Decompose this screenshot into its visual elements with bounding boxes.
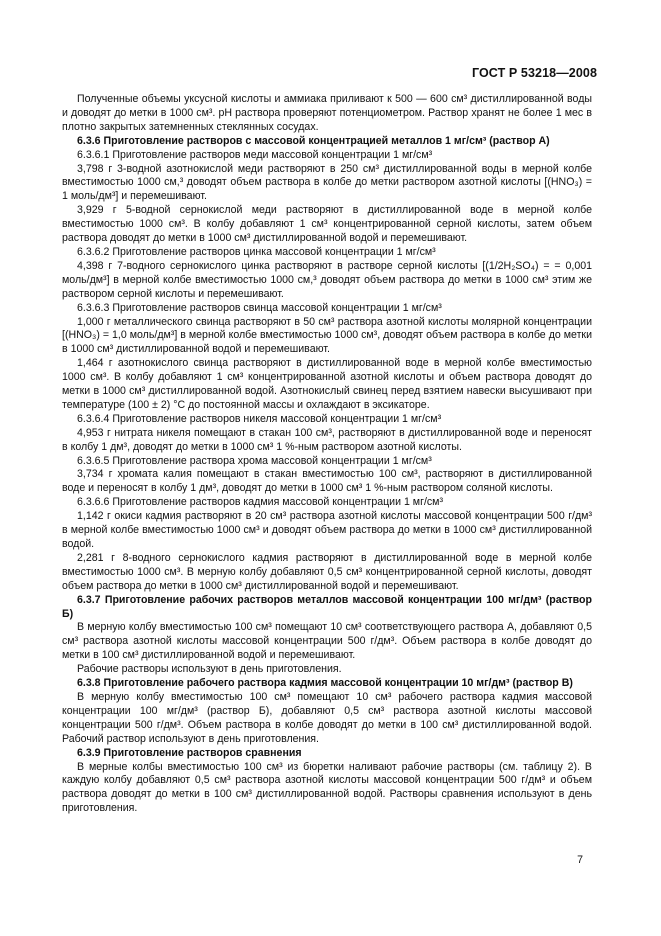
body-paragraph: 6.3.6.1 Приготовление растворов меди массовой концентрации 1 мг/см³ — [77, 148, 433, 161]
body-paragraph: В мерные колбы вместимостью 100 см³ из бюретки наливают рабочие растворы (см. таблицу 2). В каждую колбу добавляют 0,5 см³ раствора азотной кислоты массовой концентрации 500 г/дм³ и объем раствора доводят до метки в 100 см³ дистиллированной водой. Растворы сравнения используют в день приготовления. — [62, 760, 592, 815]
body-paragraph: 6.3.6.6 Приготовление растворов кадмия массовой концентрации 1 мг/см³ — [77, 496, 443, 509]
body-paragraph: 1,142 г окиси кадмия растворяют в 20 см³ раствора азотной кислоты массовой концентрации 500 г/дм³ в мерной колбе вместимостью 1000 см³ и доводят объем раствора до метки в 1000 см³ дистиллированной водой. — [62, 510, 592, 550]
body-paragraph: 3,798 г 3-водной азотнокислой меди растворяют в 250 см³ дистиллированной воды в мерной колбе вместимостью 1000 см,³ доводят объем раствора в колбе до метки раствором азотной кислоты [(HNO₃) = 1 моль/дм³] и перемешивают. — [62, 162, 592, 203]
body-paragraph: 3,734 г хромата калия помещают в стакан вместимостью 100 см³, растворяют в дистиллированной воде и переносят в колбу 1 дм³, доводят до метки в 1000 см³ 1 %-ным раствором соляной кислоты. — [62, 468, 592, 495]
body-paragraph: Полученные объемы уксусной кислоты и аммиака приливают к 500 — 600 см³ дистиллированной воды и доводят до метки в 1000 см³. pH раствора проверяют потенциометром. Раствор хранят не более 1 мес в плотно закрытых затемненных стеклянных сосудах. — [62, 93, 592, 133]
document-id-header: ГОСТ Р 53218—2008 — [471, 66, 597, 80]
section-heading: 6.3.9 Приготовление растворов сравнения — [77, 746, 302, 759]
page-number: 7 — [577, 854, 583, 866]
body-paragraph: 6.3.6.3 Приготовление растворов свинца массовой концентрации 1 мг/см³ — [77, 301, 442, 314]
body-paragraph: 3,929 г 5-водной сернокислой меди растворяют в дистиллированной воде в мерной колбе вместимостью 1000 см³. В колбу добавляют 1 см³ концентрированной серной кислоты, затем объем раствора доводят до метки в 1000 см³ дистиллированной водой и перемешивают. — [62, 204, 592, 245]
body-paragraph: В мерную колбу вместимостью 100 см³ помещают 10 см³ соответствующего раствора А, добавляют 0,5 см³ раствора азотной кислоты массовой концентрации 500 г/дм³. Объем раствора в колбе доводят до метки в 100 см³ дистиллированной водой и перемешивают. — [62, 621, 592, 662]
body-paragraph: 1,000 г металлического свинца растворяют в 50 см³ раствора азотной кислоты молярной концентрации [(HNO₃) = 1,0 моль/дм³] в мерной колбе вместимостью 1000 см³, доводят объем раствора в колбе до метки в 1000 см³ дистиллированной водой и перемешивают. — [62, 315, 592, 356]
body-paragraph: 6.3.6.4 Приготовление растворов никеля массовой концентрации 1 мг/см³ — [77, 412, 442, 425]
section-heading: 6.3.6 Приготовление растворов с массовой концентрацией металлов 1 мг/см³ (раствор А) — [77, 134, 550, 147]
body-paragraph: 1,464 г азотнокислого свинца растворяют в дистиллированной воде в мерной колбе вместимостью 1000 см³. В колбу добавляют 1 см³ концентрированной азотной кислоты и объем раствора доводят до метки в 1000 см³ дистиллированной водой. Азотнокислый свинец перед взятием навески высушивают при температуре (100 ± 2) °С до постоянной массы и охлаждают в эксикаторе. — [62, 357, 592, 411]
body-paragraph: 2,281 г 8-водного сернокислого кадмия растворяют в дистиллированной воде в мерной колбе вместимостью 1000 см³. В мерную колбу добавляют 0,5 см³ концентрированной серной кислоты, доводят объем раствора до метки в 1000 см³ дистиллированной водой и перемешивают. — [62, 551, 592, 592]
document-body — [62, 93, 592, 816]
body-paragraph: В мерную колбу вместимостью 100 см³ помещают 10 см³ рабочего раствора кадмия массовой концентрации 100 мг/дм³ (раствор Б), добавляют 0,5 см³ раствора азотной кислоты массовой концентрации 500 г/дм³. Объем раствора в колбе доводят до метки в 100 см³ дистиллированной водой. Рабочий раствор используют в день приготовления. — [62, 690, 592, 745]
body-paragraph: 4,398 г 7-водного сернокислого цинка растворяют в растворе серной кислоты [(1/2H₂SO₄) = = 0,001 моль/дм³] в мерной колбе вместимостью 1000 см,³ доводят объем раствора до метки в 1000 см³ этим же раствором серной кислоты и перемешивают. — [62, 259, 592, 300]
body-paragraph: 6.3.6.2 Приготовление растворов цинка массовой концентрации 1 мг/см³ — [77, 245, 436, 258]
body-paragraph: 4,953 г нитрата никеля помещают в стакан 100 см³, растворяют в дистиллированной воде и переносят в колбу 1 дм³, доводят до метки в 1000 см³ 1 %-ным раствором азотной кислоты. — [62, 426, 592, 453]
section-heading: 6.3.8 Приготовление рабочего раствора кадмия массовой концентрации 10 мг/дм³ (раствор В) — [77, 677, 573, 690]
body-paragraph: 6.3.6.5 Приготовление раствора хрома массовой концентрации 1 мг/см³ — [77, 454, 432, 467]
body-paragraph: Рабочие растворы используют в день приготовления. — [77, 663, 342, 676]
section-heading: 6.3.7 Приготовление рабочих растворов металлов массовой концентрации 100 мг/дм³ (раствор Б) — [62, 593, 592, 620]
